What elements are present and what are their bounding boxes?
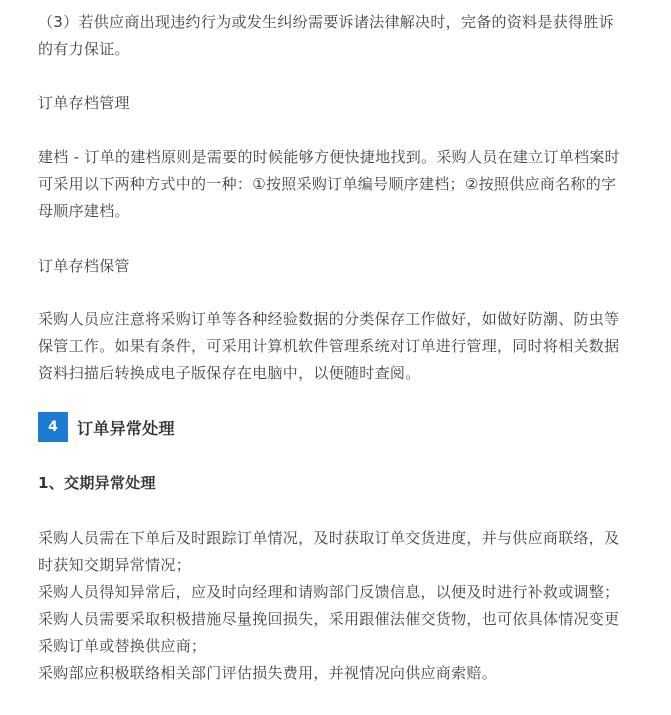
- paragraph-archive-principle: 建档 - 订单的建档原则是需要的时候能够方便快捷地找到。采购人员在建立订单档案时可采用以下两种方式中的一种：①按照采购订单编号顺序建档；②按照供应商名称的字母顺序建档。: [38, 148, 620, 220]
- heading-archive-keeping: 订单存档保管: [38, 257, 130, 275]
- list-item: 采购部应积极联络相关部门评估损失费用，并视情况向供应商索赔。: [38, 664, 498, 682]
- section-title: 订单异常处理: [77, 418, 175, 438]
- section-heading: [38, 412, 175, 442]
- paragraph-legal-guarantee: （3）若供应商出现违约行为或发生纠纷需要诉诸法律解决时，完备的资料是获得胜诉的有力保证。: [38, 13, 614, 58]
- list-item: 采购人员得知异常后，应及时向经理和请购部门反馈信息，以便及时进行补救或调整；: [38, 583, 620, 601]
- subsection-title: 1、交期异常处理: [38, 474, 156, 492]
- section-number-badge: 4: [38, 412, 68, 442]
- paragraph-archive-keeping: 采购人员应注意将采购订单等各种经验数据的分类保存工作做好，如做好防潮、防虫等保管工作。如果有条件，可采用计算机软件管理系统对订单进行管理，同时将相关数据资料扫描后转换成电子版保存在电脑中，以便随时查阅。: [38, 310, 620, 382]
- list-item: 采购人员需在下单后及时跟踪订单情况，及时获取订单交货进度，并与供应商联络，及时获知交期异常情况；: [38, 529, 620, 574]
- list-item: 采购人员需要采取积极措施尽量挽回损失，采用跟催法催交货物，也可依具体情况变更采购订单或替换供应商；: [38, 610, 620, 655]
- delivery-exception-steps: [38, 525, 628, 687]
- heading-archive-management: 订单存档管理: [38, 94, 130, 112]
